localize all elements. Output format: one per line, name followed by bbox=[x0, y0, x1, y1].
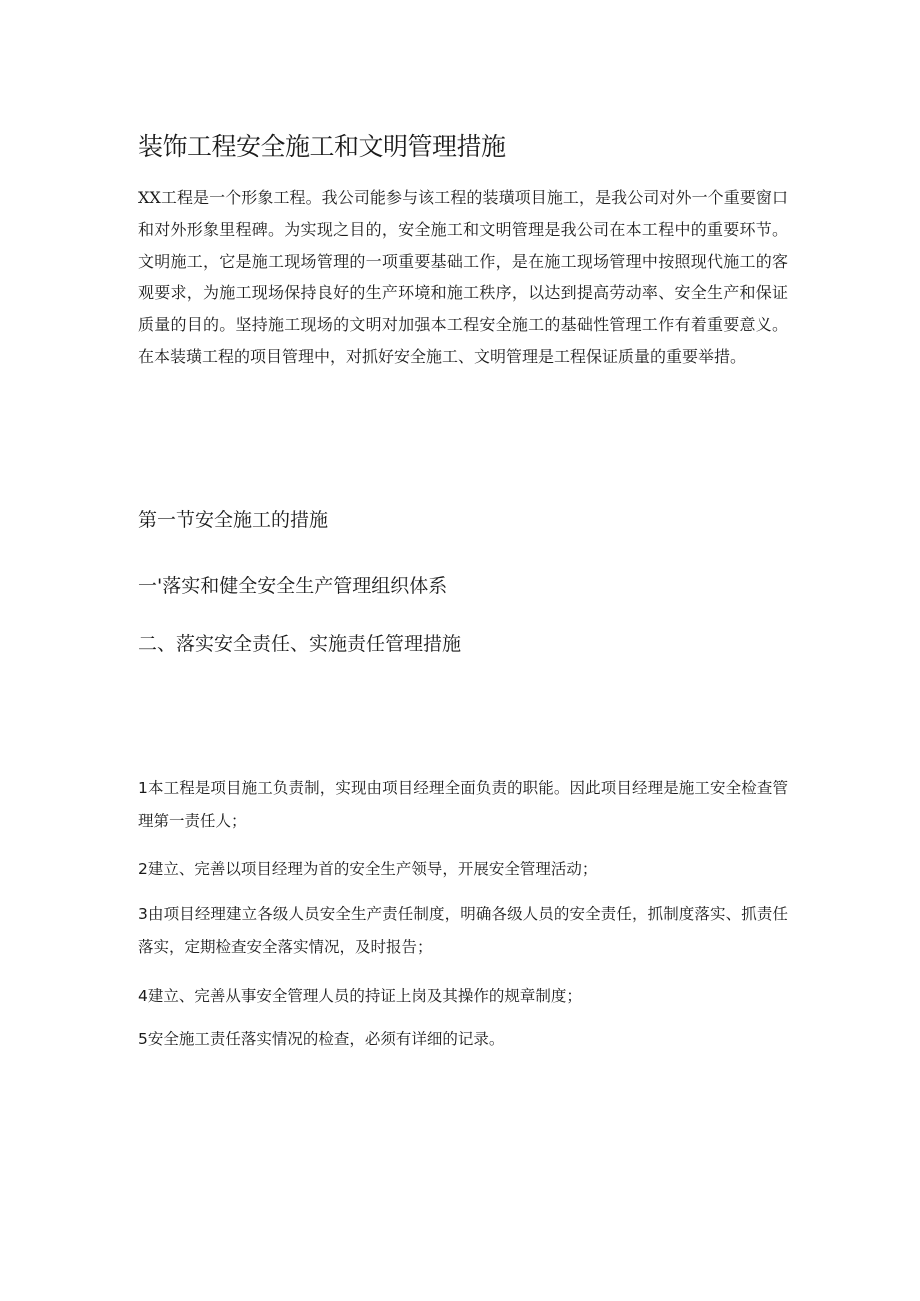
list-item-number: 3 bbox=[138, 905, 148, 923]
list-item-number: 2 bbox=[138, 860, 148, 878]
list-item-text: 建立、完善以项目经理为首的安全生产领导，开展安全管理活动； bbox=[147, 860, 598, 878]
section-heading: 第一节安全施工的措施 bbox=[138, 509, 329, 531]
list-item-number: 5 bbox=[138, 1030, 148, 1048]
list-item bbox=[138, 1023, 788, 1056]
list-item bbox=[138, 772, 788, 838]
document-title: 装饰工程安全施工和文明管理措施 bbox=[138, 132, 506, 161]
subheading-responsibility: 二、落实安全责任、实施责任管理措施 bbox=[138, 633, 462, 655]
list-item bbox=[138, 853, 788, 886]
intro-paragraph: XX工程是一个形象工程。我公司能参与该工程的装璜项目施工，是我公司对外一个重要窗口和对外形象里程碑。为实现之目的，安全施工和文明管理是我公司在本工程中的重要环节。文明施工，它是施工现场管理的一项重要基础工作，是在施工现场管理中按照现代施工的客观要求，为施工现场保持良好的生产环境和施工秩序，以达到提高劳动率、安全生产和保证质量的目的。坚持施工现场的文明对加强本工程安全施工的基础性管理工作有着重要意义。在本装璜工程的项目管理中，对抓好安全施工、文明管理是工程保证质量的重要举措。 bbox=[138, 188, 788, 366]
list-item-text: 由项目经理建立各级人员安全生产责任制度，明确各级人员的安全责任，抓制度落实、抓责任落实，定期检查安全落实情况，及时报告； bbox=[138, 905, 788, 956]
subheading-organization: 一'落实和健全安全生产管理组织体系 bbox=[138, 575, 448, 597]
list-item-number: 1 bbox=[138, 779, 148, 797]
list-item bbox=[138, 980, 788, 1013]
list-item-text: 建立、完善从事安全管理人员的持证上岗及其操作的规章制度； bbox=[147, 987, 582, 1005]
list-item-text: 本工程是项目施工负责制，实现由项目经理全面负责的职能。因此项目经理是施工安全检查管理第一责任人； bbox=[138, 779, 788, 830]
list-item-number: 4 bbox=[138, 987, 148, 1005]
list-item bbox=[138, 898, 788, 964]
list-item-text: 安全施工责任落实情况的检查，必须有详细的记录。 bbox=[147, 1030, 505, 1048]
